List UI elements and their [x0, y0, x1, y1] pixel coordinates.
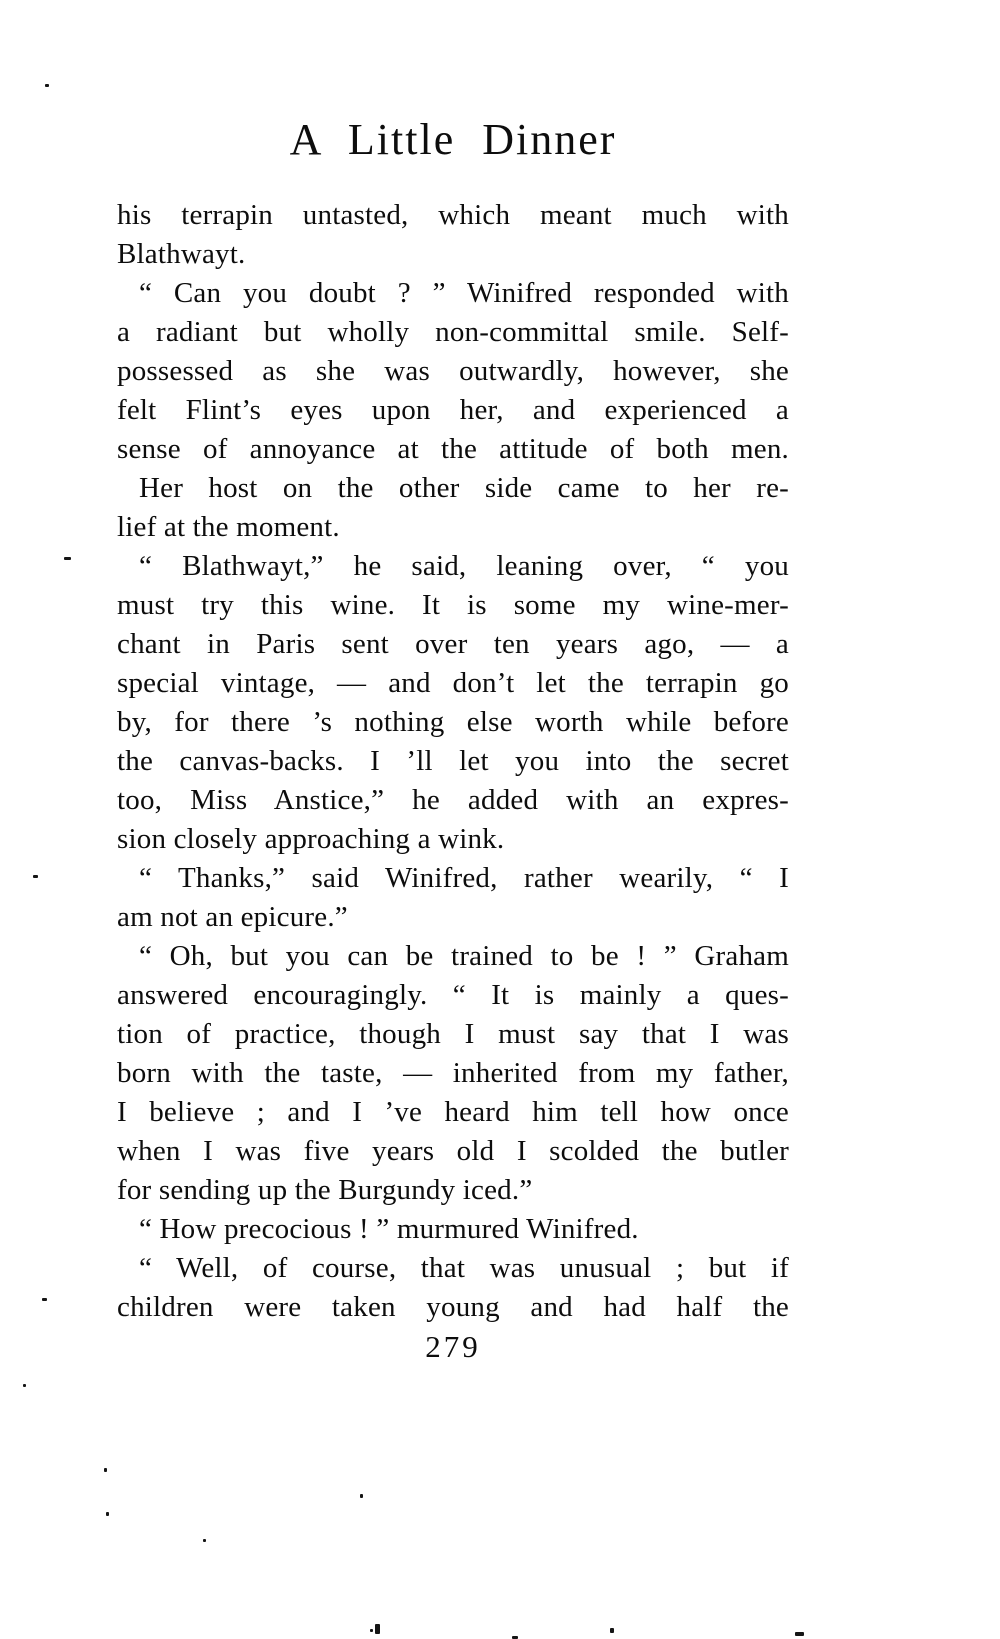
page-text: [117, 196, 789, 1327]
scan-speck: [64, 557, 71, 560]
text-line: must try this wine. It is some my wine-mer-: [117, 589, 789, 621]
text-line: possessed as she was outwardly, however, she: [117, 355, 789, 387]
text-line: too, Miss Anstice,” he added with an expres-: [117, 784, 789, 816]
text-line: Her host on the other side came to her re-: [139, 472, 789, 504]
text-line: the canvas-backs. I ’ll let you into the secret: [117, 745, 789, 777]
text-line: his terrapin untasted, which meant much with: [117, 199, 789, 231]
text-line: “ Oh, but you can be trained to be ! ” Graham: [139, 940, 789, 972]
page-title: A Little Dinner: [289, 115, 617, 164]
text-line: “ How precocious ! ” murmured Winifred.: [139, 1213, 639, 1245]
text-line: sense of annoyance at the attitude of both men.: [117, 433, 789, 465]
scan-speck: [42, 1298, 47, 1301]
text-line: am not an epicure.”: [117, 901, 348, 933]
scan-speck: [33, 875, 38, 878]
text-line: “ Well, of course, that was unusual ; but if: [139, 1252, 789, 1284]
text-line: when I was five years old I scolded the butler: [117, 1135, 789, 1167]
scan-speck: [45, 84, 49, 87]
scan-speck: [370, 1629, 373, 1632]
scan-speck: [106, 1512, 109, 1516]
text-line: chant in Paris sent over ten years ago, — a: [117, 628, 789, 660]
scan-speck: [203, 1539, 206, 1542]
text-line: born with the taste, — inherited from my father,: [117, 1057, 789, 1089]
text-line: sion closely approaching a wink.: [117, 823, 505, 855]
text-line: by, for there ’s nothing else worth while before: [117, 706, 789, 738]
text-line: tion of practice, though I must say that I was: [117, 1018, 789, 1050]
text-line: children were taken young and had half the: [117, 1291, 789, 1323]
scan-speck: [360, 1494, 363, 1498]
text-line: “ Can you doubt ? ” Winifred responded with: [139, 277, 789, 309]
scan-speck: [795, 1632, 804, 1636]
text-line: “ Thanks,” said Winifred, rather wearily, “ I: [139, 862, 789, 894]
text-line: a radiant but wholly non-committal smile. Self-: [117, 316, 789, 348]
scan-speck: [23, 1384, 26, 1387]
text-line: felt Flint’s eyes upon her, and experienced a: [117, 394, 789, 426]
page-number: 279: [425, 1329, 481, 1364]
text-line: I believe ; and I ’ve heard him tell how once: [117, 1096, 789, 1128]
text-line: for sending up the Burgundy iced.”: [117, 1174, 533, 1206]
text-line: “ Blathwayt,” he said, leaning over, “ you: [139, 550, 789, 582]
text-line: special vintage, — and don’t let the terrapin go: [117, 667, 789, 699]
scan-speck: [610, 1628, 614, 1633]
scan-speck: [375, 1624, 380, 1634]
text-line: lief at the moment.: [117, 511, 340, 543]
text-line: answered encouragingly. “ It is mainly a ques-: [117, 979, 789, 1011]
scan-speck: [104, 1468, 107, 1472]
text-line: Blathwayt.: [117, 238, 246, 270]
